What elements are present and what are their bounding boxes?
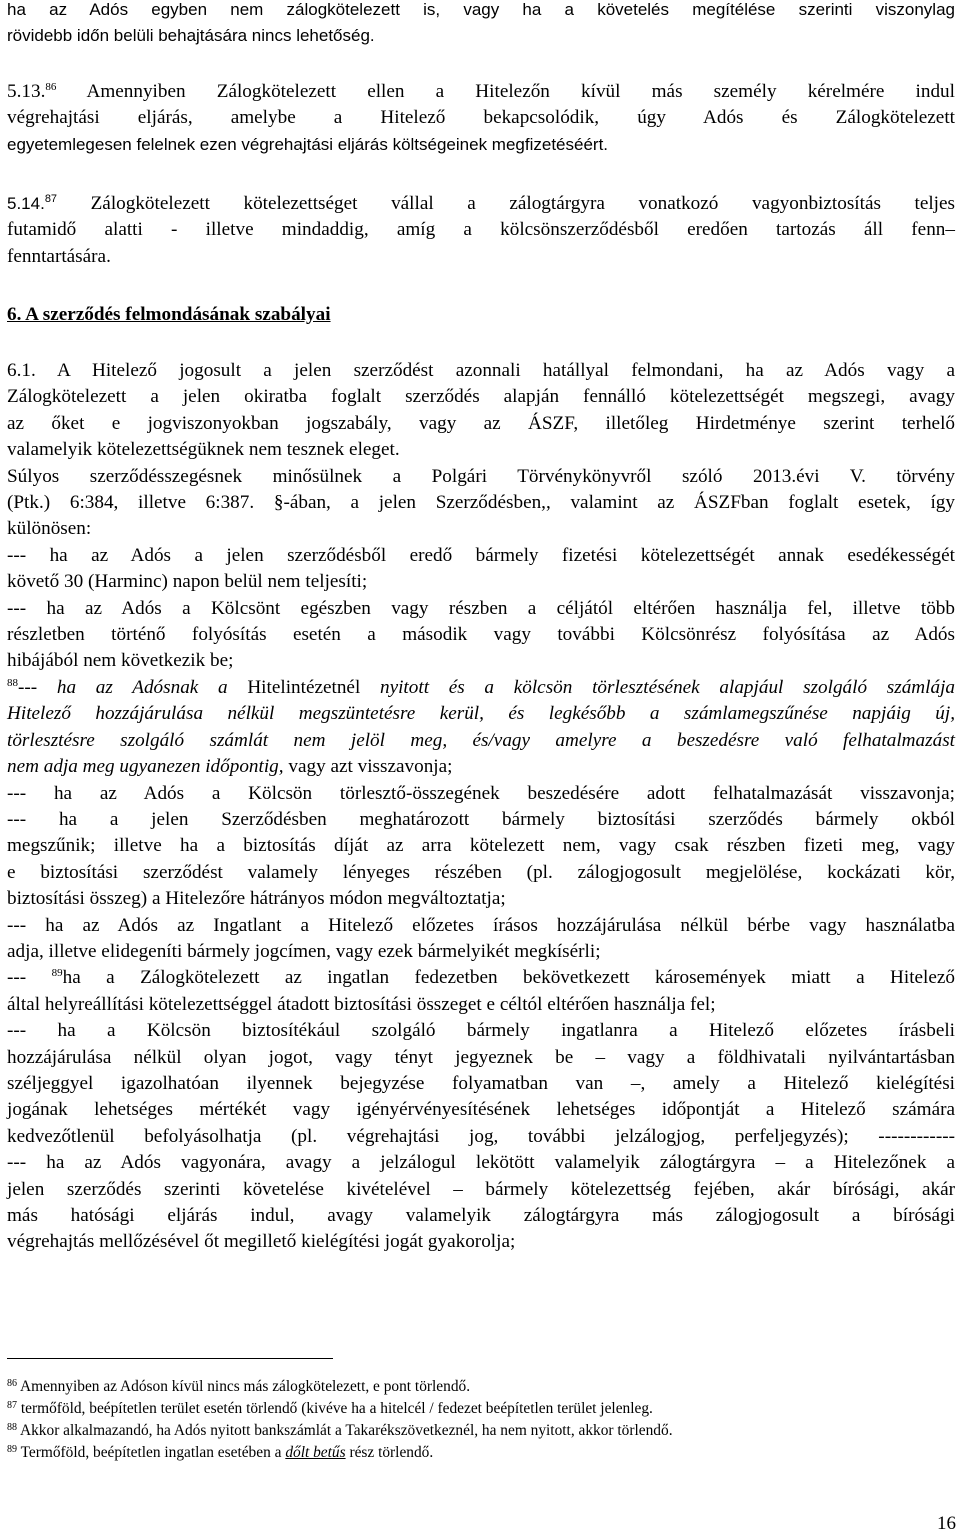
text-line: adja, illetve elidegeníti bármely jogcímen, vagy ezek bármelyikét megkísérli;	[7, 940, 601, 962]
footnote-text: rész törlendő.	[345, 1444, 434, 1461]
text-line: különösen:	[7, 518, 92, 540]
footnote-number: 86	[7, 1378, 17, 1389]
text-line: széljeggyel igazolhatóan ilyennek bejegyzése folyamatban van –, amely a Hitelező kielégítési	[7, 1072, 955, 1094]
text-line: megszűnik; illetve ha a biztosítás díját az arra kötelezett nem, vagy csak részben fizeti meg, vagy	[7, 835, 955, 857]
text-line: --- ha az Adós a jelen szerződésből eredő bármely fizetési kötelezettségét annak esedékességét	[7, 544, 955, 566]
footnote-86	[7, 1377, 955, 1396]
section-5-13	[7, 79, 955, 158]
text-line: követő 30 (Harminc) napon belül nem teljesíti;	[7, 571, 368, 593]
text-line: részletben történő folyósítás esetén a második vagy további Kölcsönrész folyósítása az Adós	[7, 624, 955, 646]
text-line: --- ha az Adós a Kölcsön törlesztő-összegének beszedésére adott felhatalmazását visszavonja;	[7, 782, 955, 804]
text-line: futamidő alatti - illetve mindaddig, amíg a kölcsönszerződésből eredően tartozás áll fenn–	[7, 219, 955, 241]
italic-fragment: nem adja meg ugyanezen időpontig,	[7, 756, 284, 778]
footnote-text: Akkor alkalmazandó, ha Adós nyitott bankszámlát a Takarékszövetkeznél, ha nem nyitott, akkor törlendő.	[20, 1422, 673, 1439]
footnote-number: 89	[7, 1444, 17, 1455]
text-line: rövidebb időn belüli behajtására nincs lehetőség.	[7, 26, 375, 46]
text-line: valamelyik kötelezettségüknek nem tesznek eleget.	[7, 439, 400, 461]
text-line: Zálogkötelezett kötelezettséget vállal a zálogtárgyra vonatkozó vagyonbiztosítás teljes	[90, 193, 955, 214]
footnote-ref-88: 88	[7, 676, 18, 689]
text-line: más hatósági eljárás indul, avagy valamelyik zálogtárgyra más zálogjogosult a bírósági	[7, 1205, 955, 1226]
text-line: 6.1. A Hitelező jogosult a jelen szerződést azonnali hatállyal felmondani, ha az Adós vagy a	[7, 360, 955, 381]
footnote-number: 88	[7, 1422, 17, 1433]
text-fragment: ---	[18, 676, 57, 698]
text-line: egyetemlegesen felelnek ezen végrehajtási eljárás költségeinek megfizetéséért.	[7, 134, 609, 154]
section-number: 5.14.	[7, 194, 45, 213]
text-line: az őket e jogviszonyokban jogszabály, vagy az ÁSZF, illetőleg Hirdetménye szerint terhelő	[7, 412, 955, 434]
text-line: jogának lehetséges mértékét vagy igényérvényesítésének lehetséges időpontját a Hitelező számára	[7, 1099, 955, 1121]
text-line: --- ha a jelen Szerződésben meghatározott bármely biztosítási szerződés bármely okból	[7, 808, 955, 830]
text-line: végrehajtási eljárás, amelybe a Hitelező bekapcsolódik, úgy Adós és Zálogkötelezett	[7, 107, 955, 129]
section-number: 5.13.	[7, 81, 46, 102]
section-heading: 6. A szerződés felmondásának szabályai	[7, 304, 331, 325]
text-line: hozzájárulása nélkül olyan jogot, vagy tényt jegyeznek be – vagy a földhivatali nyilvántartásban	[7, 1046, 955, 1068]
text-line: Zálogkötelezett a jelen okiratba foglalt szerződés alapján fennálló kötelezettségét megszegi, avagy	[7, 386, 955, 408]
text-line: jelen szerződés szerinti követelése kivételével – bármely kötelezettség fejében, akár bírósági, akár	[7, 1178, 955, 1200]
footnote-italic: dőlt betűs	[285, 1444, 346, 1461]
footnote-87	[7, 1399, 955, 1418]
text-line: hibájából nem következik be;	[7, 650, 234, 672]
text-line: (Ptk.) 6:384, illetve 6:387. §-ában, a jelen Szerződésben,, valamint az ÁSZFban foglalt esetek, így	[7, 492, 955, 514]
section-6-1	[7, 358, 955, 1256]
text-line: --- ha az Adós az Ingatlant a Hitelező előzetes írásos hozzájárulása nélkül bérbe vagy használatba	[7, 914, 955, 936]
text-line: Amennyiben Zálogkötelezett ellen a Hitelezőn kívül más személy kérelmére indul	[86, 81, 955, 102]
italic-line: Hitelező hozzájárulása nélkül megszüntetésre kerül, és legkésőbb a számlamegszűnése napjáig új,	[7, 703, 955, 725]
footnote-text: Amennyiben az Adóson kívül nincs más zálogkötelezett, e pont törlendő.	[20, 1378, 471, 1395]
text-line: --- ha az Adós vagyonára, avagy a jelzálogul lekötött valamelyik zálogtárgyra – a Hitelezőnek a	[7, 1152, 955, 1174]
page-number: 16	[937, 1513, 956, 1534]
text-fragment: ha a Zálogkötelezett az ingatlan fedezetben bekövetkezett károsemények miatt a Hitelező	[62, 967, 955, 989]
footnote-divider	[7, 1358, 333, 1359]
text-line: kedvezőtlenül befolyásolhatja (pl. végrehajtási jog, további jelzálogjog, perfeljegyzés); ------------	[7, 1125, 955, 1147]
text-line: végrehajtás mellőzésével őt megillető kielégítési jogát gyakorolja;	[7, 1231, 516, 1253]
footnote-ref-86: 86	[45, 81, 57, 93]
footnote-ref-87: 87	[44, 193, 58, 205]
text-fragment: Hitelintézetnél	[247, 676, 361, 698]
text-line: --- ha a Kölcsön biztosítékául szolgáló bármely ingatlanra a Hitelező előzetes írásbeli	[7, 1020, 955, 1042]
text-line: ha az Adós egyben nem zálogkötelezett is, vagy ha a követelés megítélése szerinti viszonylag	[7, 0, 955, 19]
footnote-88	[7, 1421, 955, 1440]
text-line: fenntartására.	[7, 245, 111, 267]
text-fragment: ---	[7, 967, 52, 989]
footnote-number: 87	[7, 1400, 17, 1411]
italic-fragment: ha az Adósnak a	[56, 676, 248, 698]
footnote-text: termőföld, beépítetlen terület esetén törlendő (kivéve ha a hitelcél / fedezet beépítetlen terület jelenleg.	[20, 1400, 653, 1417]
section-5-14	[7, 191, 955, 270]
text-line: e biztosítási szerződést valamely lényeges részében (pl. zálogjogosult megjelölése, kockázati kör,	[7, 861, 955, 883]
text-line: által helyreállítási kötelezettséggel átadott biztosítási összeget e céltól eltérően használja fel;	[7, 993, 716, 1015]
text-line: biztosítási összeg) a Hitelezőre hátrányos módon megváltoztatja;	[7, 888, 506, 910]
italic-fragment: nyitott és a kölcsön törlesztésének alapjául szolgáló számlája	[360, 676, 956, 698]
text-fragment: vagy azt visszavonja;	[283, 756, 453, 778]
italic-line: törlesztésre szolgáló számlát nem jelöl meg, és/vagy amelyre a beszedésre való felhatalmazást	[7, 729, 955, 751]
footnote-text: Termőföld, beépítetlen ingatlan esetében a	[20, 1444, 286, 1461]
text-line: Súlyos szerződésszegésnek minősülnek a Polgári Törvénykönyvről szóló 2013.évi V. törvény	[7, 465, 955, 487]
text-line: --- ha az Adós a Kölcsönt egészben vagy részben a céljától eltérően használja fel, illetve több	[7, 597, 955, 619]
footnote-89	[7, 1443, 955, 1462]
footnote-ref-89: 89	[51, 967, 63, 980]
paragraph-continuation	[7, 0, 955, 50]
